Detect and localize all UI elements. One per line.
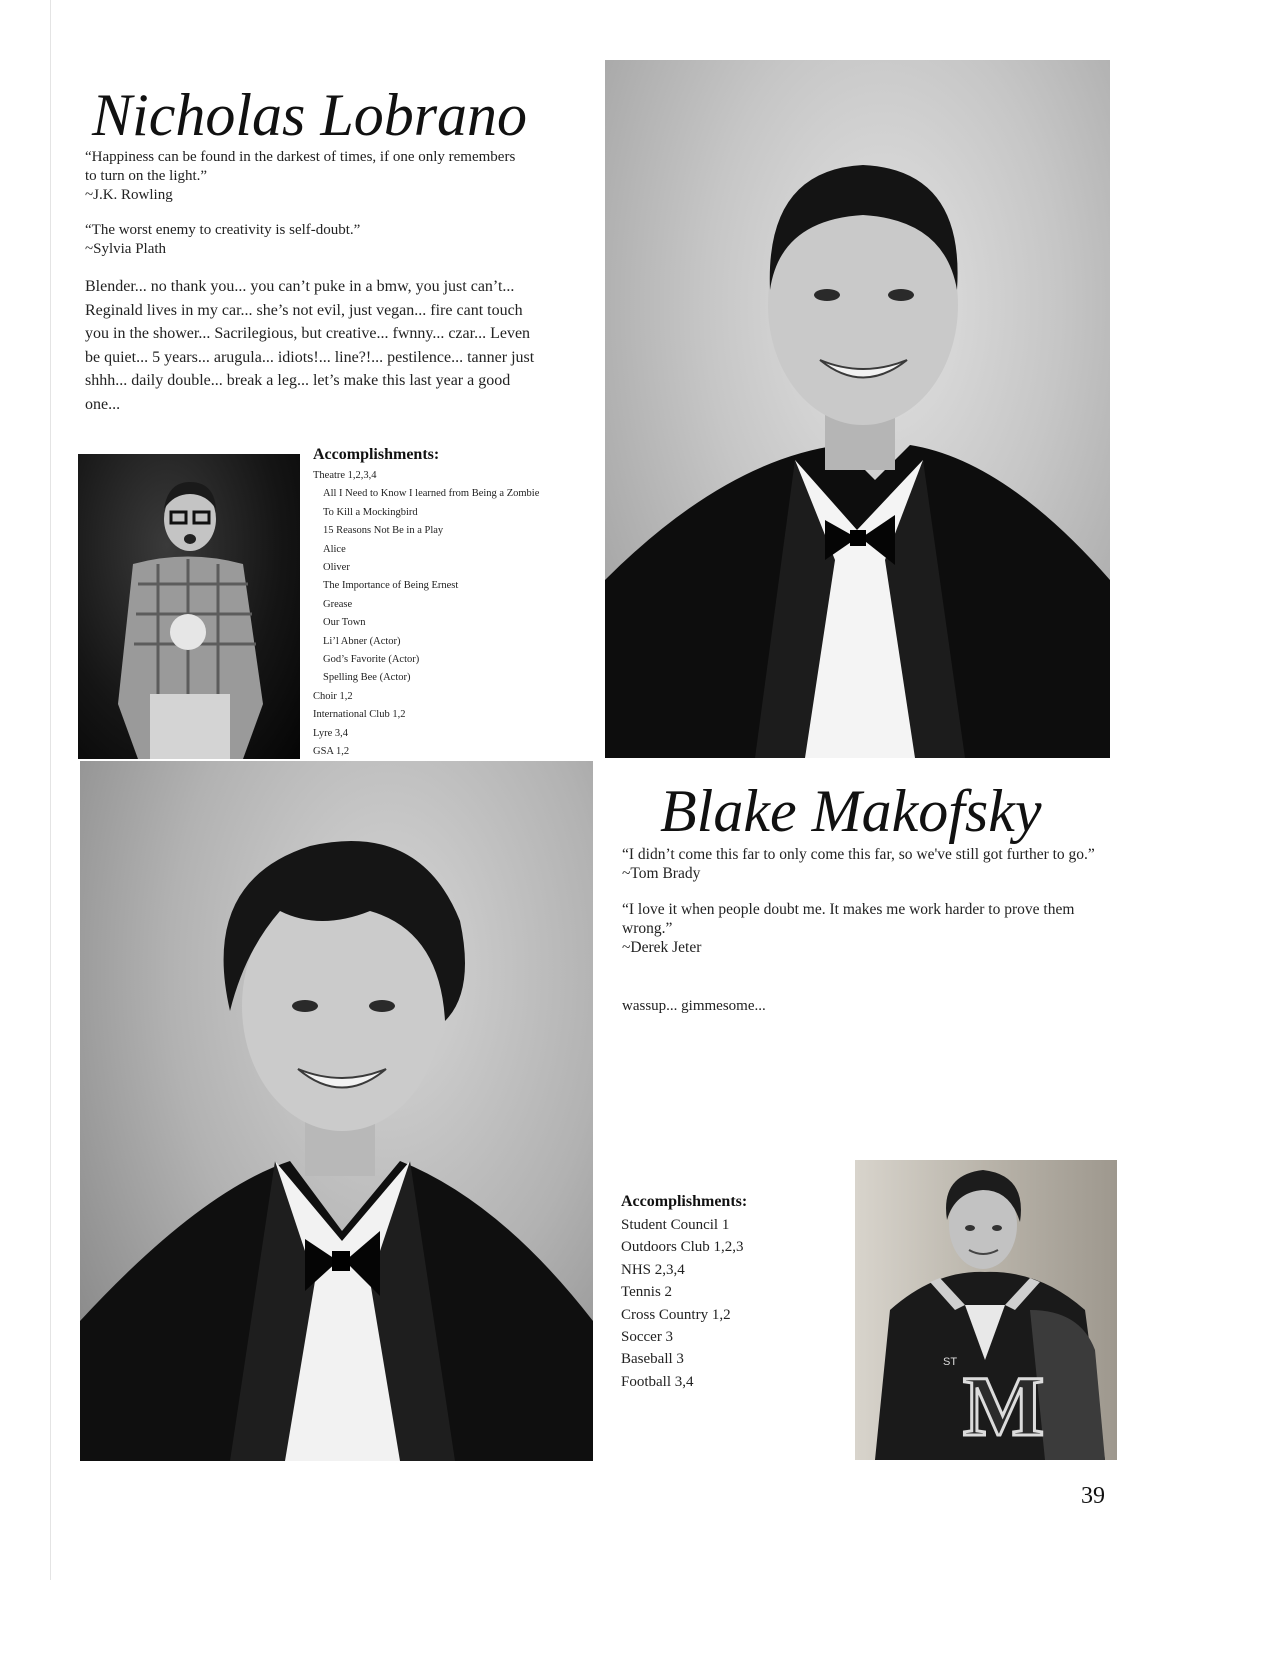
blurb-line: Reginald lives in my car... she’s not evil, just vegan... fire cant touch (85, 301, 523, 319)
quote-author: ~Sylvia Plath (85, 241, 167, 257)
accomplishment-item: 15 Reasons Not Be in a Play (323, 525, 444, 537)
accomplishment-item: Our Town (323, 617, 366, 629)
accomplishment-item: Tennis 2 (621, 1284, 673, 1301)
accomplishment-item: International Club 1,2 (313, 709, 406, 721)
stage-photo-nicholas (78, 454, 300, 759)
accomplishments-list (313, 467, 603, 762)
quote-line: “I love it when people doubt me. It makes me work harder to prove them (622, 901, 1075, 918)
quote-author: ~J.K. Rowling (85, 187, 173, 203)
jacket-letter: M (963, 1358, 1045, 1454)
blurb-line: you in the shower... Sacrilegious, but creative... fwnny... czar... Leven (85, 325, 531, 342)
portrait-photo-nicholas (605, 60, 1110, 758)
accomplishments-heading: Accomplishments: (313, 446, 440, 463)
blurb-line: one... (85, 395, 121, 413)
blurb-line: shhh... daily double... break a leg... let’s make this last year a good (85, 372, 511, 389)
quote-line: “The worst enemy to creativity is self-doubt.” (85, 222, 361, 238)
accomplishment-item: Outdoors Club 1,2,3 (621, 1239, 744, 1256)
student-name-nicholas: Nicholas Lobrano (92, 82, 528, 148)
accomplishment-item: Student Council 1 (621, 1217, 730, 1233)
accomplishment-item: Baseball 3 (621, 1351, 684, 1368)
accomplishment-item: Choir 1,2 (313, 690, 353, 702)
accomplishment-item: Li’l Abner (Actor) (323, 635, 401, 647)
accomplishment-item: GSA 1,2 (313, 746, 350, 758)
page-margin-line (50, 0, 51, 1580)
quote-line: wrong.” (622, 920, 673, 937)
blurb-nicholas (85, 275, 585, 416)
quote-line: “I didn’t come this far to only come this far, so we've still got further to go.” (622, 846, 1095, 863)
accomplishment-item: God’s Favorite (Actor) (323, 654, 420, 666)
blurb-line: be quiet... 5 years... arugula... idiots!... line?!... pestilence... tanner just (85, 348, 535, 366)
accomplishment-item: The Importance of Being Ernest (323, 580, 459, 592)
accomplishment-item: To Kill a Mockingbird (323, 506, 418, 518)
accomplishment-item: Football 3,4 (621, 1373, 694, 1390)
page-number: 39 (1081, 1483, 1105, 1509)
accomplishment-item: All I Need to Know I learned from Being a Zombie (323, 488, 540, 500)
accomplishments-blake (621, 1192, 851, 1393)
jacket-tag: ST (943, 1356, 958, 1368)
accomplishment-item: Cross Country 1,2 (621, 1306, 731, 1323)
accomplishment-item: Alice (323, 543, 346, 555)
quote-block-blake (622, 845, 1142, 957)
accomplishment-item: NHS 2,3,4 (621, 1261, 685, 1278)
accomplishments-nicholas (313, 445, 603, 762)
accomplishment-item: Theatre 1,2,3,4 (313, 470, 377, 481)
accomplishments-list (621, 1214, 851, 1393)
student-name-blake: Blake Makofsky (660, 778, 1042, 844)
blurb-line: Blender... no thank you... you can’t puke in a bmw, you just can’t... (85, 278, 515, 295)
quote-author: ~Tom Brady (622, 865, 701, 882)
portrait-photo-blake (80, 761, 593, 1461)
accomplishment-item: Soccer 3 (621, 1329, 674, 1346)
quote-author: ~Derek Jeter (622, 939, 702, 956)
quote-line: to turn on the light.” (85, 168, 208, 184)
accomplishment-item: Oliver (323, 562, 350, 574)
quote-line: “Happiness can be found in the darkest of times, if one only remembers (85, 149, 516, 165)
accomplishment-item: Spelling Bee (Actor) (323, 672, 411, 684)
jacket-photo-blake (855, 1160, 1117, 1460)
accomplishments-heading: Accomplishments: (621, 1193, 748, 1210)
blurb-blake (622, 995, 1122, 1019)
accomplishment-item: Grease (323, 598, 353, 610)
quote-block-nicholas (85, 148, 585, 259)
accomplishment-item: Lyre 3,4 (313, 727, 348, 739)
blurb-line: wassup... gimmesome... (622, 998, 766, 1014)
